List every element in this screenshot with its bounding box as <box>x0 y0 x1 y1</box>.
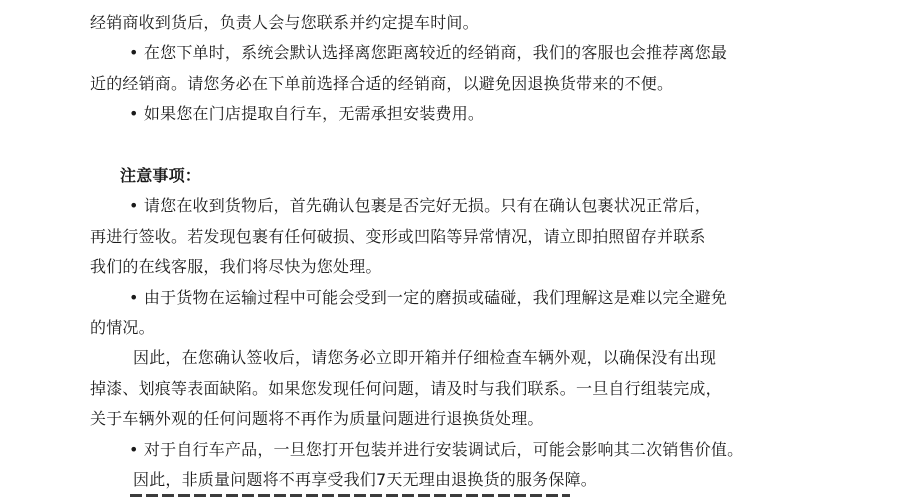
paragraph-line: 经销商收到货后，负责人会与您联系并约定提车时间。 <box>90 13 479 32</box>
paragraph-line: 因此，在您确认签收后，请您务必立即开箱并仔细检查车辆外观，以确保没有出现 <box>133 348 717 367</box>
paragraph-line: 近的经销商。请您务必在下单前选择合适的经销商，以避免因退换货带来的不便。 <box>90 74 674 93</box>
bullet-item: • 如果您在门店提取自行车，无需承担安装费用。 <box>129 104 485 123</box>
paragraph-line: 再进行签收。若发现包裹有任何破损、变形或凹陷等异常情况，请立即拍照留存并联系 <box>90 227 706 246</box>
bullet-item: • 在您下单时，系统会默认选择离您距离较近的经销商，我们的客服也会推荐离您最 <box>129 43 728 62</box>
bullet-item: • 对于自行车产品，一旦您打开包装并进行安装调试后，可能会影响其二次销售价值。 <box>129 440 744 459</box>
paragraph-line: 的情况。 <box>90 318 155 337</box>
bullet-item: • 由于货物在运输过程中可能会受到一定的磨损或磕碰，我们理解这是难以完全避免 <box>129 288 728 307</box>
paragraph-line: 掉漆、划痕等表面缺陷。如果您发现任何问题，请及时与我们联系。一旦自行组装完成， <box>90 379 722 398</box>
paragraph-line: 我们的在线客服，我们将尽快为您处理。 <box>90 257 382 276</box>
paragraph-line: 因此，非质量问题将不再享受我们7天无理由退换货的服务保障。 <box>133 470 597 489</box>
clipped-text-line-top <box>90 0 740 2</box>
section-heading: 注意事项： <box>120 166 202 185</box>
bullet-item: • 请您在收到货物后，首先确认包裹是否完好无损。只有在确认包裹状况正常后， <box>129 196 711 215</box>
paragraph-line: 关于车辆外观的任何问题将不再作为质量问题进行退换货处理。 <box>90 409 544 428</box>
clipped-text-line-bottom <box>130 494 570 500</box>
